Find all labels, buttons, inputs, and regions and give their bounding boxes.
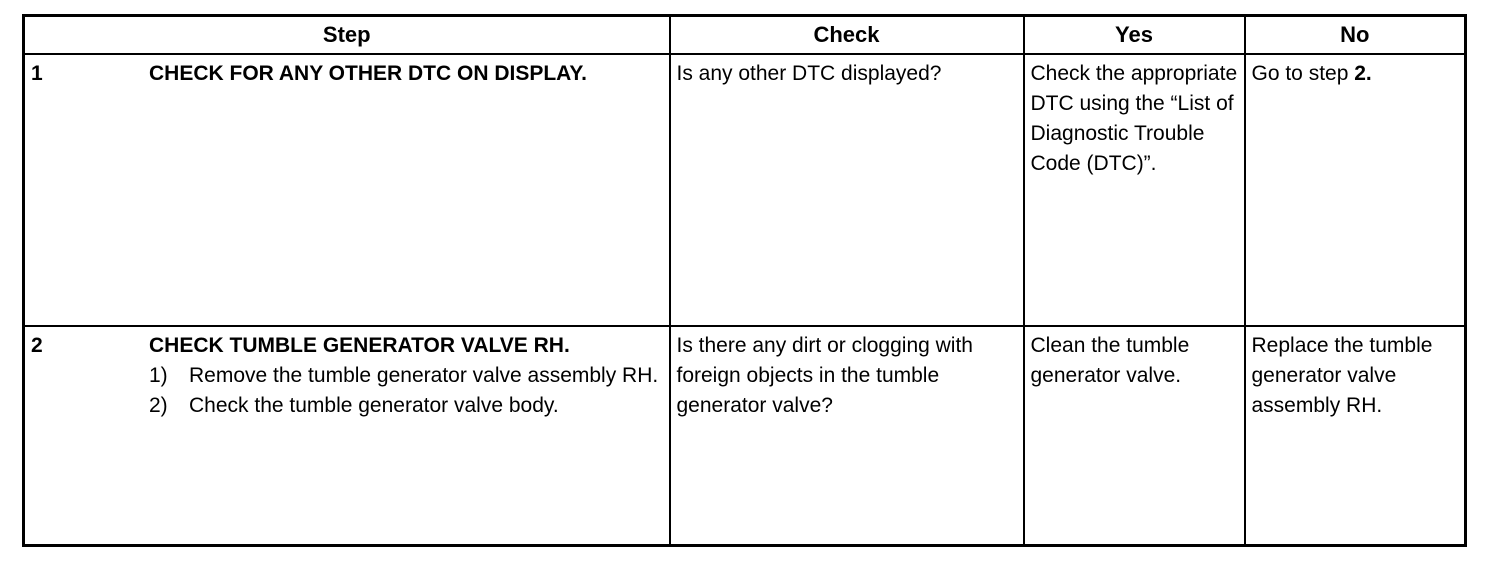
no-suffix: .: [1365, 61, 1372, 85]
step-body: [149, 59, 663, 89]
header-row: [24, 16, 1466, 54]
step-title: CHECK TUMBLE GENERATOR VALVE RH.: [149, 333, 570, 357]
step-cell: [24, 54, 670, 326]
substep-number: 1): [149, 363, 168, 387]
step-number: 1: [31, 61, 43, 85]
header-step: Step: [24, 16, 670, 54]
substep-text: Check the tumble generator valve body.: [189, 393, 559, 417]
no-step-number: 2: [1354, 61, 1366, 85]
step-number: 2: [31, 333, 43, 357]
step-cell: [24, 326, 670, 546]
header-yes: Yes: [1024, 16, 1245, 54]
substep: [149, 361, 663, 391]
header-no: No: [1245, 16, 1466, 54]
no-cell: [1245, 54, 1466, 326]
table-row: [24, 54, 1466, 326]
yes-cell: Clean the tumble generator valve.: [1024, 326, 1245, 546]
check-cell: Is any other DTC displayed?: [670, 54, 1024, 326]
check-cell: Is there any dirt or clogging with foreign objects in the tumble generator valve?: [670, 326, 1024, 546]
no-cell: Replace the tumble generator valve assembly RH.: [1245, 326, 1466, 546]
no-prefix: Go to step: [1251, 61, 1355, 85]
substep: [149, 391, 663, 421]
substep-number: 2): [149, 393, 168, 417]
table-row: [24, 326, 1466, 546]
substep-text: Remove the tumble generator valve assembly RH.: [189, 363, 659, 387]
step-title: CHECK FOR ANY OTHER DTC ON DISPLAY.: [149, 61, 587, 85]
header-check: Check: [670, 16, 1024, 54]
yes-cell: Check the appropriate DTC using the “List of Diagnostic Trouble Code (DTC)”.: [1024, 54, 1245, 326]
diagnostic-table: [22, 14, 1467, 547]
step-body: [149, 331, 663, 421]
